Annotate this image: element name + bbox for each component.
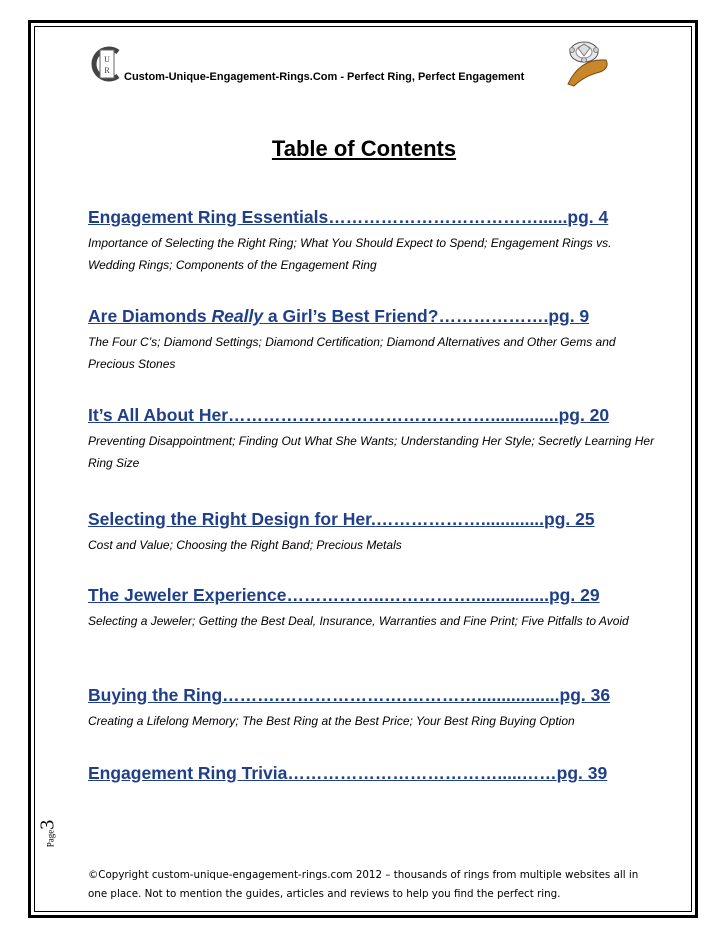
- site-header-text: Custom-Unique-Engagement-Rings.Com - Perfect Ring, Perfect Engagement: [124, 71, 525, 83]
- toc-entry-description: Preventing Disappointment; Finding Out What She Wants; Understanding Her Style; Secretly Learning Her Ring Size: [88, 434, 655, 470]
- toc-entry-description: Selecting a Jeweler; Getting the Best Deal, Insurance, Warranties and Fine Print; Five Pitfalls to Avoid: [88, 614, 629, 628]
- toc-entry-buying: [88, 684, 658, 732]
- toc-entry-diamonds: [88, 305, 658, 375]
- toc-entry-link[interactable]: Engagement Ring Essentials………………………………......pg. 4: [88, 207, 609, 227]
- toc-entry-description: The Four C’s; Diamond Settings; Diamond Certification; Diamond Alternatives and Other Gems and Precious Stones: [88, 335, 616, 371]
- toc-entry-description: Importance of Selecting the Right Ring; What You Should Expect to Spend; Engagement Rings vs. Wedding Rings; Components of the Engagement Ring: [88, 236, 612, 272]
- toc-entry-trivia: [88, 762, 658, 784]
- toc-entry-link[interactable]: Selecting the Right Design for Her.……………….............pg. 25: [88, 509, 595, 529]
- toc-entry-link[interactable]: The Jeweler Experience……………..……………................pg. 29: [88, 585, 600, 605]
- toc-entry-essentials: [88, 206, 658, 276]
- cuer-logo-icon: [88, 44, 124, 84]
- svg-text:U: U: [104, 55, 110, 64]
- copyright-footer: ©Copyright custom-unique-engagement-rings.com 2012 – thousands of rings from multiple websites all in one place. Not to mention the guides, articles and reviews to help you find the perfect ring.: [88, 869, 639, 900]
- toc-entry-about-her: [88, 404, 658, 474]
- page-number-label: [36, 808, 70, 852]
- page-number: 3: [36, 819, 59, 830]
- toc-entry-link[interactable]: Buying the Ring……….………………….………….................pg. 36: [88, 685, 611, 705]
- toc-entry-link[interactable]: Engagement Ring Trivia……………………………….....……pg. 39: [88, 763, 608, 783]
- page-word: Page: [45, 829, 56, 848]
- toc-entry-description: Cost and Value; Choosing the Right Band; Precious Metals: [88, 538, 402, 552]
- toc-entry-design: [88, 508, 658, 556]
- diamond-ring-icon: [560, 38, 616, 88]
- toc-entry-link[interactable]: Are Diamonds Really a Girl’s Best Friend?……………….pg. 9: [88, 306, 590, 326]
- toc-entry-link[interactable]: It’s All About Her………………………………………..............pg. 20: [88, 405, 610, 425]
- toc-entry-description: Creating a Lifelong Memory; The Best Ring at the Best Price; Your Best Ring Buying Option: [88, 714, 575, 728]
- toc-entry-jeweler: [88, 584, 658, 632]
- toc-title: Table of Contents: [271, 136, 457, 161]
- svg-text:R: R: [104, 66, 110, 75]
